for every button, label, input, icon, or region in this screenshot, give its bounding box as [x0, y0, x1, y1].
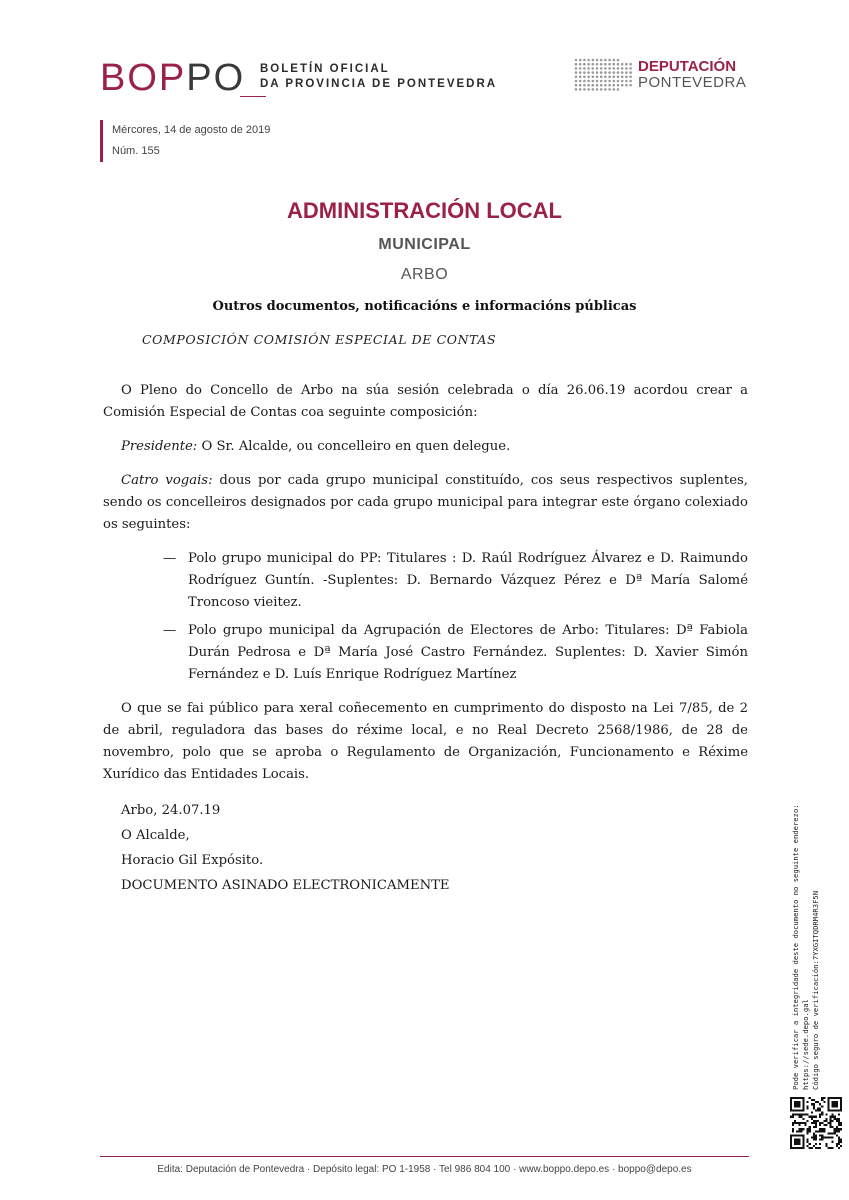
vogais-label: Catro vogais:: [121, 473, 213, 488]
bop-subtitle: [260, 62, 497, 92]
deputacion-subtitle: PONTEVEDRA: [638, 74, 747, 91]
bop-subtitle-line1: BOLETÍN OFICIAL: [260, 63, 390, 75]
signature-role: O Alcalde,: [121, 828, 190, 843]
deputacion-dots-icon: [574, 58, 636, 92]
verification-code: Código seguro de verificación:7YXGITQDRM4R3F5N: [811, 890, 820, 1090]
logo-part-2: PO: [186, 57, 246, 99]
signature-name: Horacio Gil Expósito.: [121, 853, 264, 868]
category-title: Outros documentos, notificacións e informacións públicas: [212, 299, 637, 314]
qr-code-icon: [790, 1097, 842, 1149]
footer-divider: [100, 1156, 749, 1157]
vogais-text: dous por cada grupo municipal constituído, cos seus respectivos suplentes, sendo os concelleiros designados por cada grupo municipal para integrar este órgano colexiado os seguintes:: [103, 473, 748, 532]
signature-block: [103, 798, 748, 898]
verification-line1: Pode verificar a integridade deste documento no seguinte enderezo:: [791, 804, 800, 1090]
logo-part-1: BOP: [100, 57, 187, 99]
members-list: [103, 548, 748, 686]
closing-paragraph: O que se fai público para xeral coñecemento en cumprimento do disposto na Lei 7/85, de 2 de abril, reguladora das bases do réxime local, e no Real Decreto 2568/1986, de 28 de novembro, polo que se aproba o Regulamento de Organización, Funcionamento e Réxime Xurídico das Entidades Locais.: [103, 701, 748, 782]
document-body: [103, 380, 748, 898]
list-item: [103, 620, 748, 686]
intro-paragraph: O Pleno do Concello de Arbo na súa sesión celebrada o día 26.06.19 acordou crear a Comisión Especial de Contas coa seguinte composición:: [103, 383, 748, 420]
list-item-text: Polo grupo municipal da Agrupación de Electores de Arbo: Titulares: Dª Fabiola Durán Pedrosa e Dª María José Castro Fernández. Suplentes: D. Xavier Simón Fernández e D. Luís Enrique Rodríguez Martínez: [188, 623, 748, 682]
list-item: [103, 548, 748, 614]
verification-text: [791, 730, 841, 1090]
deputacion-title: DEPUTACIÓN: [638, 58, 737, 75]
president-label: Presidente:: [121, 439, 198, 454]
bop-logo-text: [100, 58, 245, 98]
document-subject: COMPOSICIÓN COMISIÓN ESPECIAL DE CONTAS: [142, 332, 497, 347]
section-title: ADMINISTRACIÓN LOCAL: [287, 198, 562, 223]
vogais-paragraph: [103, 470, 748, 536]
president-paragraph: [103, 436, 748, 458]
dash-marker: —: [163, 623, 177, 638]
issue-number: Núm. 155: [112, 145, 160, 157]
issue-info: [100, 120, 270, 162]
deputacion-logo: [574, 58, 754, 94]
dash-marker: —: [163, 551, 177, 566]
subsection-title: MUNICIPAL: [378, 236, 471, 253]
signature-place-date: Arbo, 24.07.19: [121, 803, 221, 818]
bop-subtitle-line2: DA PROVINCIA DE PONTEVEDRA: [260, 78, 498, 90]
municipality-title: ARBO: [400, 266, 449, 283]
logo-underline: [240, 96, 266, 97]
signature-note: DOCUMENTO ASINADO ELECTRONICAMENTE: [121, 878, 450, 893]
list-item-text: Polo grupo municipal do PP: Titulares : D. Raúl Rodríguez Álvarez e D. Raimundo Rodríguez Guntín. -Suplentes: D. Bernardo Vázquez Pérez e Dª María Salomé Troncoso vieitez.: [188, 551, 748, 610]
footer-info: Edita: Deputación de Pontevedra · Depósito legal: PO 1-1958 · Tel 986 804 100 · www.boppo.depo.es · boppo@depo.es: [157, 1164, 692, 1175]
verification-url: https://sede.depo.gal: [801, 999, 810, 1090]
issue-date: Mércores, 14 de agosto de 2019: [112, 124, 271, 136]
president-text: O Sr. Alcalde, ou concelleiro en quen delegue.: [197, 439, 511, 454]
